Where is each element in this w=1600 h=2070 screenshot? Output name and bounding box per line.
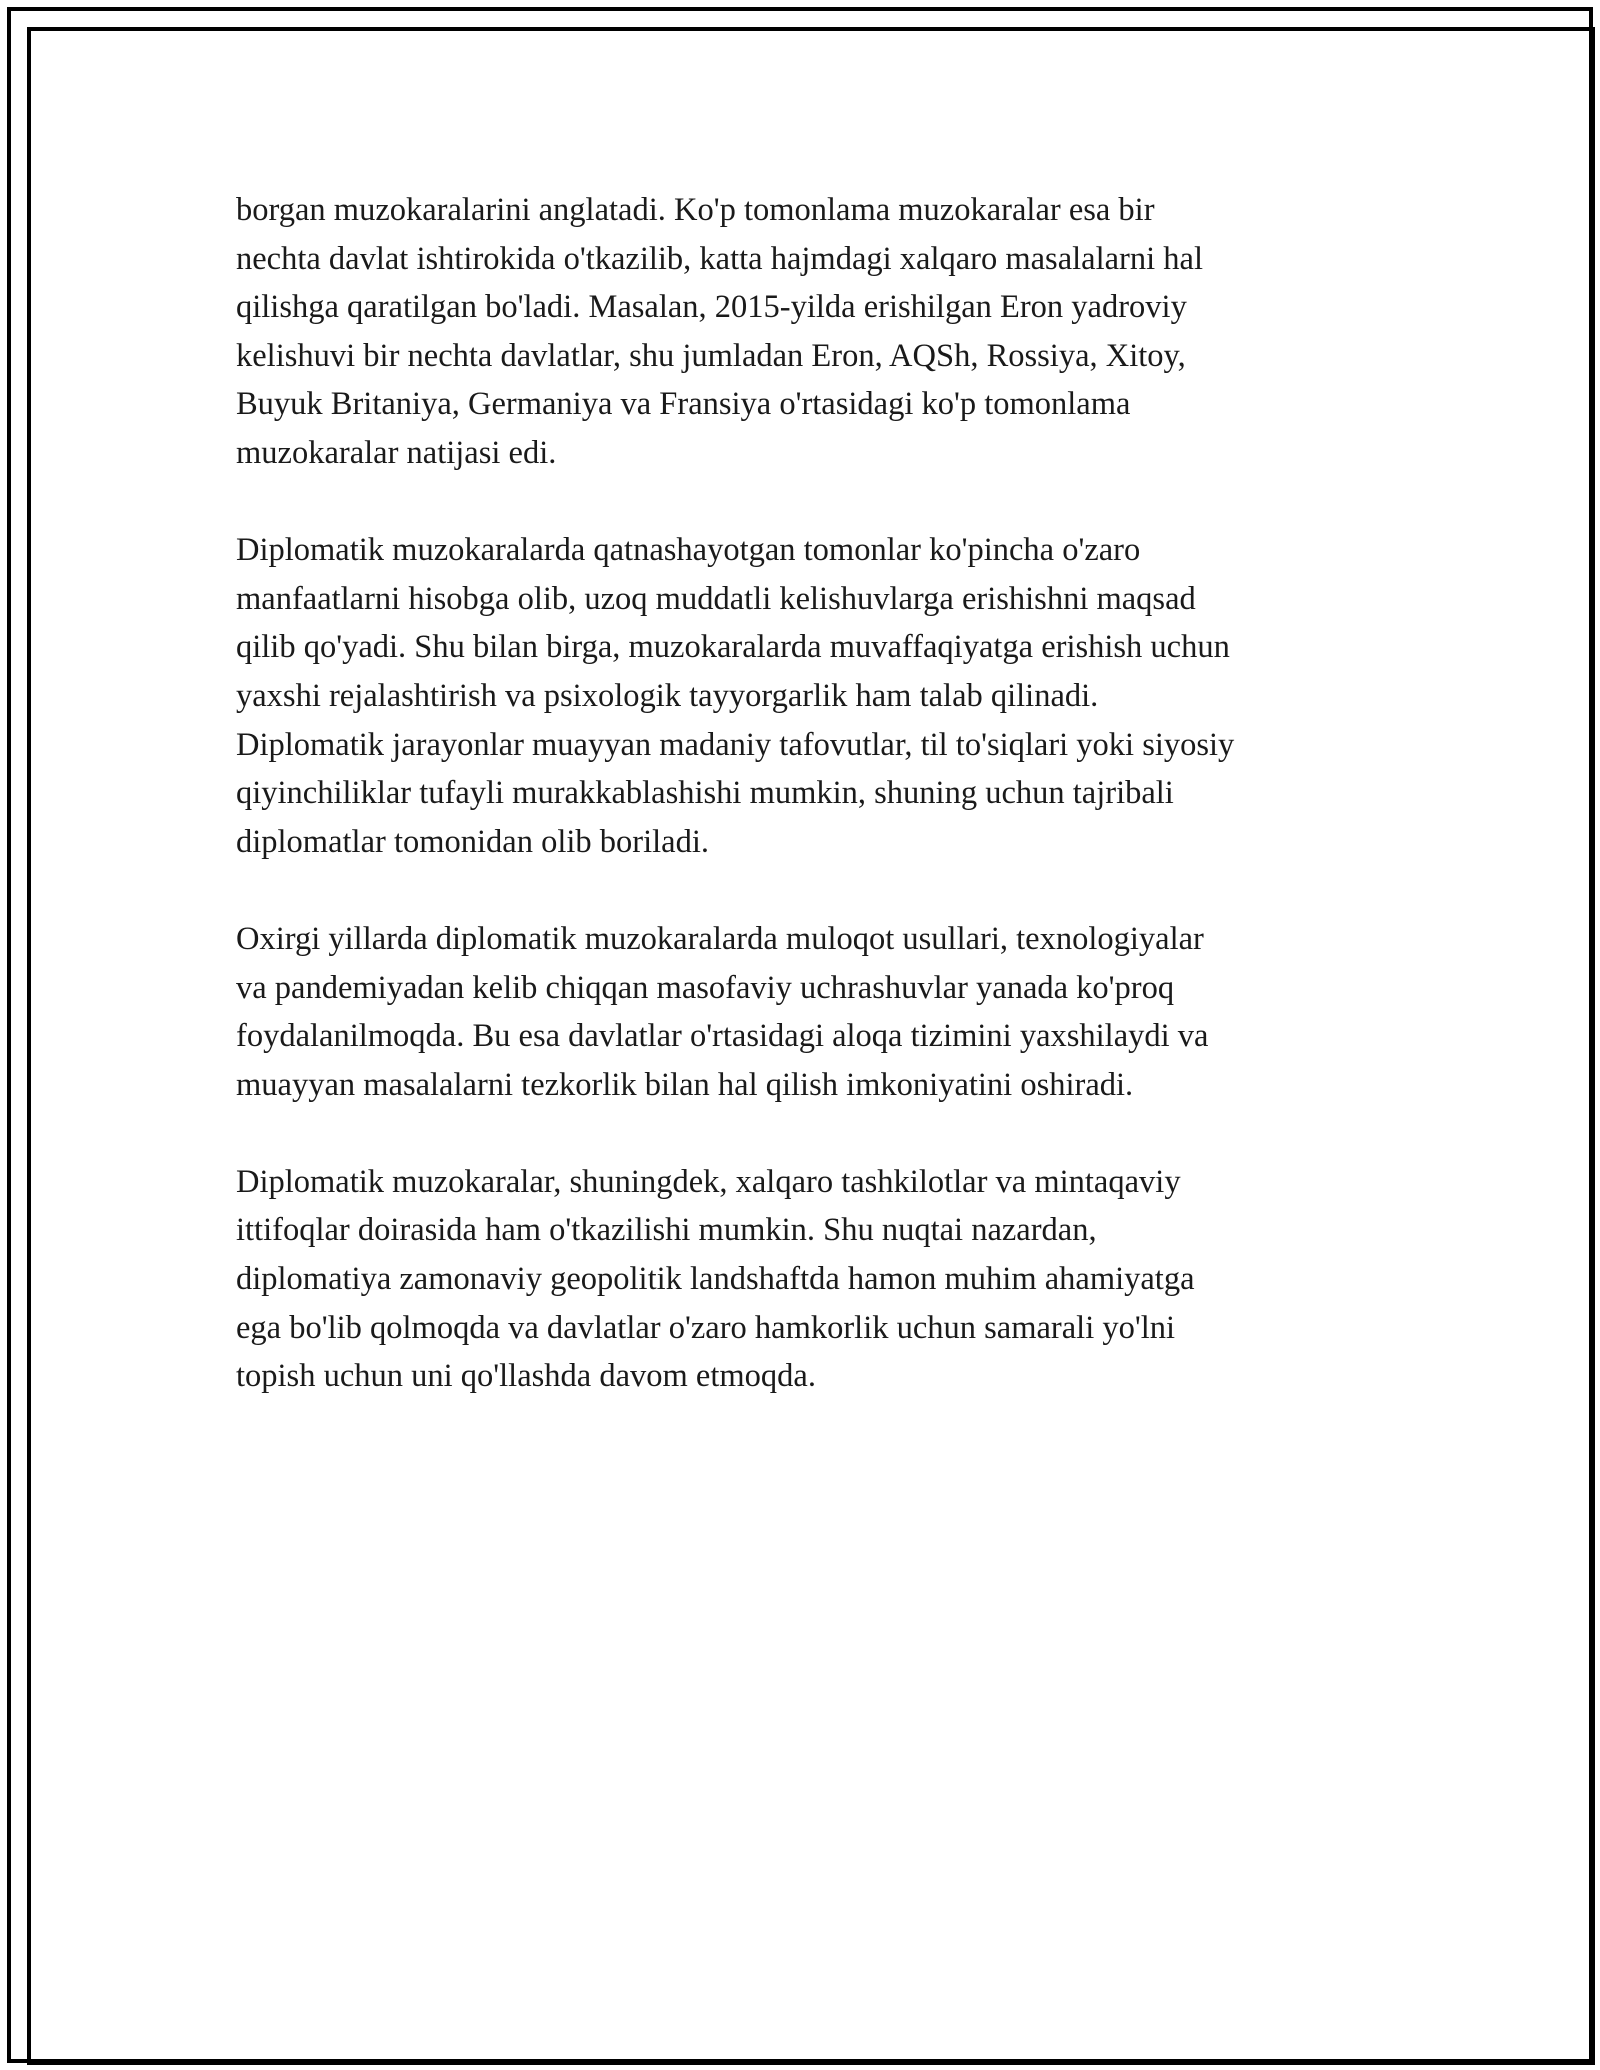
- text-line: manfaatlarni hisobga olib, uzoq muddatli kelishuvlarga erishishni maqsad: [236, 580, 1196, 617]
- text-line: nechta davlat ishtirokida o'tkazilib, katta hajmdagi xalqaro masalalarni hal: [236, 240, 1203, 277]
- text-line: ega bo'lib qolmoqda va davlatlar o'zaro hamkorlik uchun samarali yo'lni: [236, 1309, 1176, 1346]
- text-line: ittifoqlar doirasida ham o'tkazilishi mumkin. Shu nuqtai nazardan,: [236, 1212, 1097, 1249]
- text-line: topish uchun uni qo'llashda davom etmoqda.: [236, 1358, 816, 1395]
- text-line: yaxshi rejalashtirish va psixologik tayyorgarlik ham talab qilinadi.: [236, 677, 1099, 714]
- text-line: Buyuk Britaniya, Germaniya va Fransiya o'rtasidagi ko'p tomonlama: [236, 386, 1131, 423]
- paragraph-1: [236, 186, 1376, 478]
- text-line: Diplomatik jarayonlar muayyan madaniy tafovutlar, til to'siqlari yoki siyosiy: [236, 726, 1235, 763]
- text-line: Oxirgi yillarda diplomatik muzokaralarda muloqot usullari, texnologiyalar: [236, 920, 1204, 957]
- document-body: [236, 186, 1376, 1449]
- text-line: va pandemiyadan kelib chiqqan masofaviy uchrashuvlar yanada ko'proq: [236, 969, 1175, 1006]
- text-line: diplomatiya zamonaviy geopolitik landshaftda hamon muhim ahamiyatga: [236, 1261, 1195, 1298]
- text-line: foydalanilmoqda. Bu esa davlatlar o'rtasidagi aloqa tizimini yaxshilaydi va: [236, 1018, 1209, 1055]
- text-line: Diplomatik muzokaralarda qatnashayotgan tomonlar ko'pincha o'zaro: [236, 532, 1141, 569]
- text-line: muayyan masalalarni tezkorlik bilan hal qilish imkoniyatini oshiradi.: [236, 1066, 1134, 1103]
- text-line: kelishuvi bir nechta davlatlar, shu jumladan Eron, AQSh, Rossiya, Xitoy,: [236, 337, 1186, 374]
- text-line: Diplomatik muzokaralar, shuningdek, xalqaro tashkilotlar va mintaqaviy: [236, 1163, 1181, 1200]
- text-line: diplomatlar tomonidan olib boriladi.: [236, 823, 709, 860]
- text-line: qiyinchiliklar tufayli murakkablashishi mumkin, shuning uchun tajribali: [236, 775, 1174, 812]
- text-line: qilib qo'yadi. Shu bilan birga, muzokaralarda muvaffaqiyatga erishish uchun: [236, 629, 1230, 666]
- text-line: muzokaralar natijasi edi.: [236, 434, 557, 471]
- text-line: qilishga qaratilgan bo'ladi. Masalan, 2015-yilda erishilgan Eron yadroviy: [236, 289, 1187, 326]
- paragraph-4: [236, 1158, 1376, 1401]
- paragraph-3: [236, 915, 1376, 1109]
- text-line: borgan muzokaralarini anglatadi. Ko'p tomonlama muzokaralar esa bir: [236, 192, 1155, 228]
- paragraph-2: [236, 526, 1376, 866]
